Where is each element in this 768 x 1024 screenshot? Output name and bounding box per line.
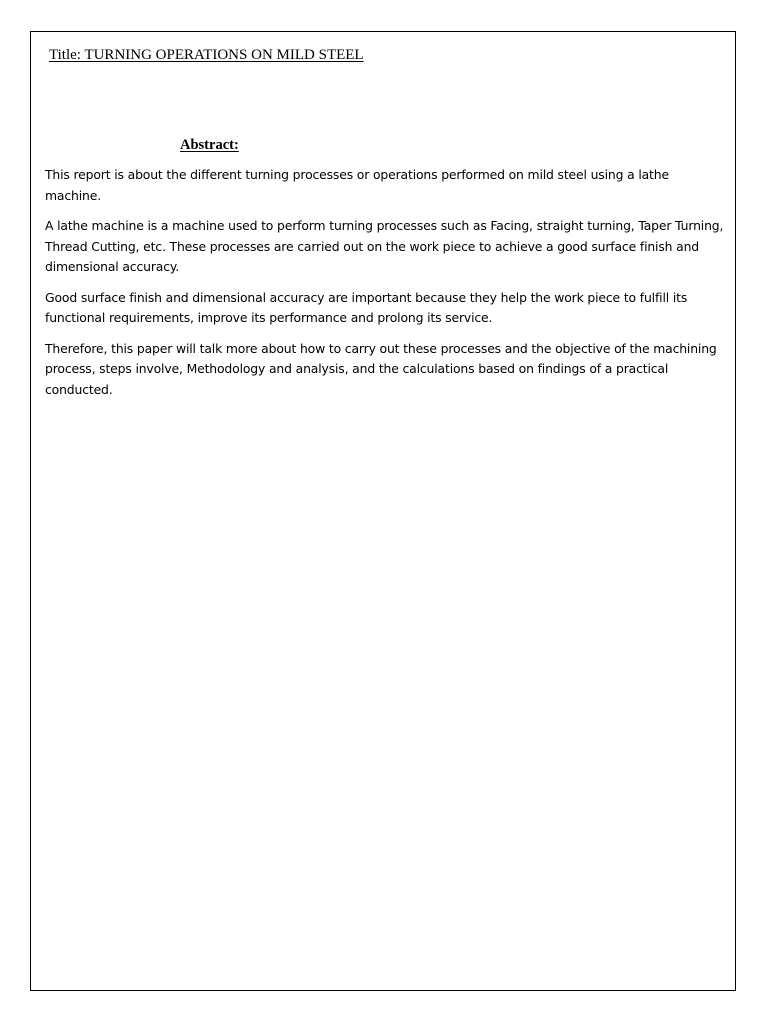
paragraph: Therefore, this paper will talk more about how to carry out these processes and the objective of the machining process, steps involve, Methodology and analysis, and the calculations based on findings of a practical conducted.: [45, 340, 717, 397]
abstract-heading: Abstract:: [180, 137, 239, 153]
paragraph: This report is about the different turning processes or operations performed on mild steel using a lathe machine.: [45, 167, 669, 203]
abstract-body: [45, 165, 727, 410]
document-title: Title: TURNING OPERATIONS ON MILD STEEL: [49, 47, 364, 63]
paragraph: Good surface finish and dimensional accuracy are important because they help the work piece to fulfill its functional requirements, improve its performance and prolong its service.: [45, 289, 688, 325]
paragraph: A lathe machine is a machine used to perform turning processes such as Facing, straight turning, Taper Turning, Thread Cutting, etc. These processes are carried out on the work piece to achieve a good surface finish and dimensional accuracy.: [45, 218, 724, 274]
